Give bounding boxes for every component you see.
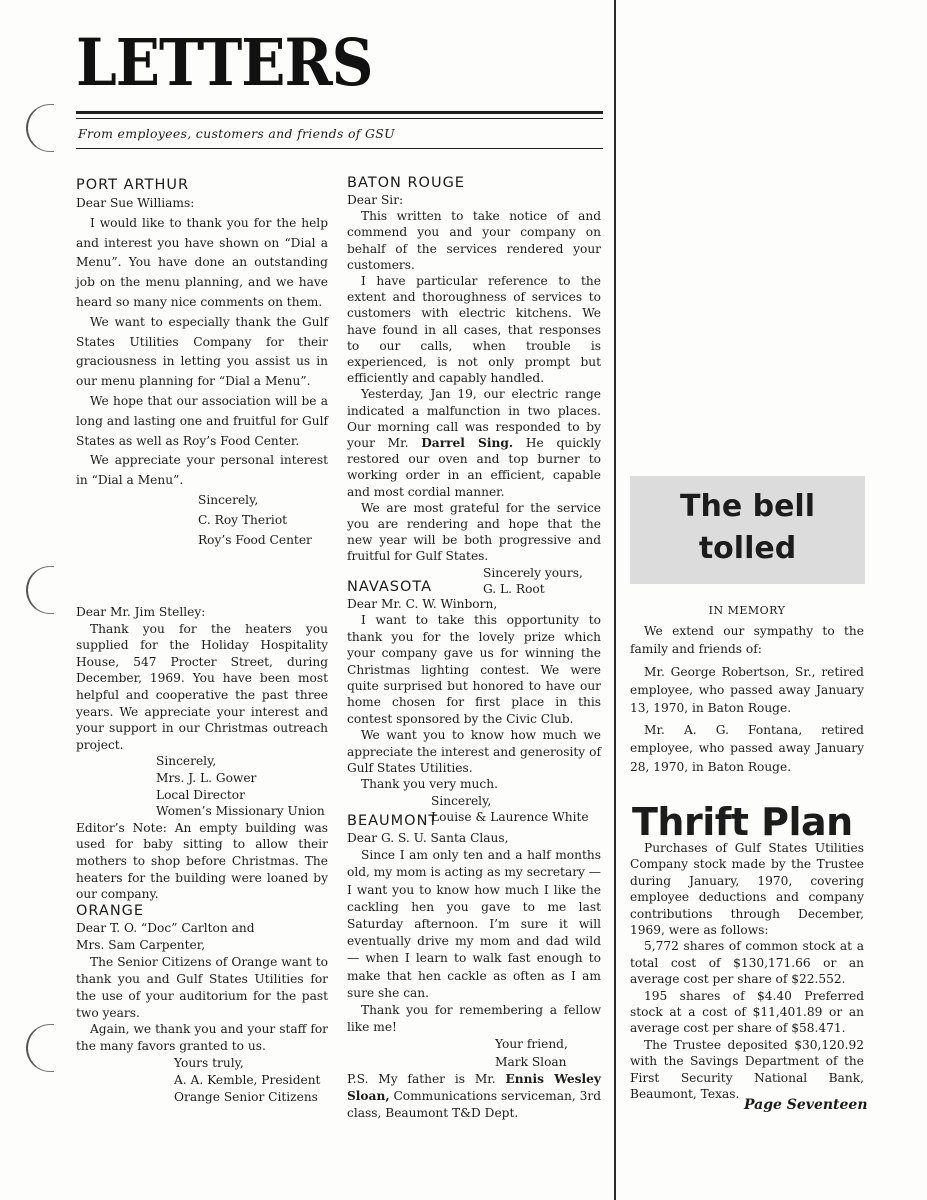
heading-baton-rouge: BATON ROUGE — [347, 175, 465, 191]
paragraph: Again, we thank you and your staff for the many favors granted to us. — [76, 1022, 328, 1054]
masthead-rule-thin — [76, 118, 603, 119]
salutation: Dear Mr. Jim Stelley: — [76, 605, 206, 619]
postscript-text: P.S. My father is Mr. — [347, 1071, 506, 1086]
paragraph: We extend our sympathy to the family and friends of: — [630, 624, 864, 657]
paragraph: The Trustee deposited $30,120.92 with the Savings Department of the First Security National Bank, Beaumont, Texas. — [630, 1037, 864, 1102]
paragraph: The Senior Citizens of Orange want to thank you and Gulf States Utilities for the use of your auditorium for the past two years. — [76, 954, 328, 1020]
paragraph: We want you to know how much we appreciate the interest and generosity of Gulf States Utilities. — [347, 728, 601, 776]
letter-baton-rouge — [347, 174, 601, 597]
paragraph: 5,772 shares of common stock at a total cost of $130,171.66 or an average cost per share of $22.552. — [630, 939, 864, 987]
in-memory-section — [630, 602, 864, 776]
paragraph: We want to especially thank the Gulf States Utilities Company for their graciousness in letting you assist us in our menu planning for “Dial a Menu”. — [76, 314, 328, 389]
signature-name: Mrs. J. L. Gower — [156, 770, 257, 785]
letter-orange — [76, 902, 328, 1106]
punch-hole-top-icon — [26, 104, 54, 152]
obituary: Mr. A. G. Fontana, retired employee, who passed away January 28, 1970, in Baton Rouge. — [630, 723, 864, 774]
letter-navasota — [347, 578, 601, 826]
masthead-rule-thick — [76, 111, 603, 114]
signature-org: Women’s Missionary Union — [156, 804, 325, 819]
subtitle-rule — [76, 148, 603, 149]
signature-name: G. L. Root — [483, 581, 545, 596]
heading-navasota: NAVASOTA — [347, 579, 433, 595]
obituary: Mr. George Robertson, Sr., retired employee, who passed away January 13, 1970, in Baton Rouge. — [630, 664, 864, 716]
employee-name: Ennis Wesley Sloan, — [347, 1071, 601, 1104]
heading-beaumont: BEAUMONT — [347, 813, 439, 829]
paragraph: Thank you for remembering a fellow like me! — [347, 1003, 601, 1035]
paragraph: I have particular reference to the extent and thoroughness of services to customers with electric kitchens. We have found in all cases, that responses to our calls, when trouble is experienced, is not only prompt but efficiently and capably handled. — [347, 274, 601, 386]
salutation: Dear T. O. “Doc” Carlton and — [76, 921, 255, 935]
thrift-plan-title: Thrift Plan — [632, 800, 853, 844]
paragraph: Thank you for the heaters you supplied for the Holiday Hospitality House, 547 Procter Street, during December, 1969. You have been most helpful and cooperative the past three years. We appreciate your interest and your support in our Christmas outreach project. — [76, 621, 328, 752]
paragraph: We hope that our association will be a long and lasting one and fruitful for Gulf States as well as Roy’s Food Center. — [76, 393, 328, 448]
letter-stelley — [76, 604, 328, 903]
paragraph: Thank you very much. — [361, 777, 498, 792]
paragraph: Purchases of Gulf States Utilities Company stock made by the Trustee during January, 1970, covering employee deductions and company contributions through December, 1969, were as follows: — [630, 841, 864, 938]
editor-note: Editor’s Note: An empty building was used for baby sitting to allow their mothers to shop before Christmas. The heaters for the building were loaned by our company. — [76, 820, 328, 902]
signature-title: Local Director — [156, 787, 245, 802]
closing: Sincerely yours, — [483, 565, 583, 580]
signature-name: Mark Sloan — [495, 1054, 567, 1069]
masthead-subtitle: From employees, customers and friends of GSU — [78, 126, 395, 141]
thrift-plan-section — [630, 840, 864, 1103]
postscript-text: Communications serviceman, 3rd class, Beaumont T&D Dept. — [347, 1089, 601, 1121]
banner-title-line: The bell — [680, 489, 815, 524]
salutation: Dear Mr. C. W. Winborn, — [347, 597, 498, 611]
paragraph: This written to take notice of and commend you and your company on behalf of the services rendered your customers. — [347, 209, 601, 272]
salutation: Dear G. S. U. Santa Claus, — [347, 831, 509, 845]
paragraph-text: Yesterday, Jan 19, our electric range indicated a malfunction in two places. Our morning call was responded to by your Mr. — [347, 387, 601, 451]
signature-name: C. Roy Theriot — [198, 512, 288, 527]
closing: Sincerely, — [431, 793, 492, 808]
heading-orange: ORANGE — [76, 903, 145, 919]
paragraph: Since I am only ten and a half months old, my mom is acting as my secretary — I want you to know how much I like the cackling hen you gave to me last Saturday afternoon. I’m sure it will eventually drive my mom and dad wild — when I learn to walk fast enough to make that hen cackle as often as I am sure she can. — [347, 848, 601, 1000]
banner-title-line: tolled — [698, 531, 797, 566]
paragraph: I would like to thank you for the help and interest you have shown on “Dial a Menu”. You have done an outstanding job on the menu planning, and we have heard so many nice comments on them. — [76, 215, 328, 309]
bell-tolled-banner — [630, 476, 865, 584]
letter-beaumont — [347, 812, 601, 1122]
page-number: Page Seventeen — [744, 1097, 868, 1113]
signature-name: Louise & Laurence White — [431, 810, 589, 825]
paragraph: 195 shares of $4.40 Preferred stock at a cost of $11,401.89 or an average cost per share of $58.471. — [630, 988, 864, 1036]
masthead-title: LETTERS — [76, 24, 373, 101]
column-divider — [614, 0, 616, 1200]
closing: Sincerely, — [198, 492, 259, 507]
employee-name: Darrel Sing. — [421, 436, 514, 451]
closing: Your friend, — [495, 1037, 568, 1052]
heading-port-arthur: PORT ARTHUR — [76, 177, 190, 193]
closing: Yours truly, — [174, 1056, 244, 1071]
signature-name: A. A. Kemble, President — [174, 1073, 321, 1088]
salutation: Mrs. Sam Carpenter, — [76, 937, 206, 952]
paragraph: We are most grateful for the service you are rendering and hope that the new year will be both progressive and fruitful for Gulf States. — [347, 500, 601, 564]
signature-org: Roy’s Food Center — [198, 532, 312, 547]
punch-hole-bottom-icon — [26, 1024, 54, 1072]
salutation: Dear Sir: — [347, 193, 404, 207]
salutation: Dear Sue Williams: — [76, 196, 195, 210]
in-memory-heading: IN MEMORY — [708, 604, 786, 617]
signature-org: Orange Senior Citizens — [174, 1090, 318, 1105]
paragraph: I want to take this opportunity to thank you for the lovely prize which your company gave us for winning the Christmas lighting contest. We were quite surprised but honored to have our home chosen for first place in this contest sponsored by the Civic Club. — [347, 613, 601, 726]
closing: Sincerely, — [156, 754, 217, 769]
paragraph-text: He quickly restored our oven and top burner to working order in an efficient, capable and most cordial manner. — [347, 436, 601, 499]
paragraph — [347, 386, 601, 499]
postscript — [347, 1071, 601, 1123]
paragraph: We appreciate your personal interest in “Dial a Menu”. — [76, 453, 328, 488]
punch-hole-middle-icon — [26, 566, 54, 614]
letter-port-arthur — [76, 176, 328, 550]
